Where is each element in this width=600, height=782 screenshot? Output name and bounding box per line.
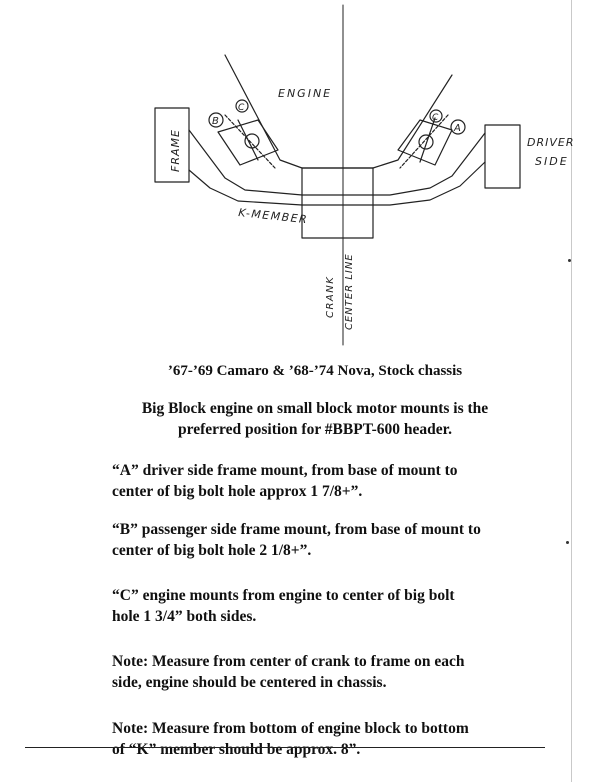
note-line: side, engine should be centered in chassis. <box>112 674 387 691</box>
chassis-diagram-svg <box>130 0 600 345</box>
intro-line: preferred position for #BBPT-600 header. <box>178 421 452 438</box>
marker-b-label: B <box>212 116 219 127</box>
marker-c-left-label: C <box>238 103 245 113</box>
note-b-passenger-mount <box>112 519 552 561</box>
right-motor-mount <box>398 115 452 168</box>
note-line: center of big bolt hole approx 1 7/8+”. <box>112 483 363 500</box>
note-line: “C” engine mounts from engine to center of big bolt <box>112 587 455 604</box>
note-line: of “K” member should be approx. 8”. <box>112 741 361 758</box>
note-line: center of big bolt hole 2 1/8+”. <box>112 542 312 559</box>
bottom-rule <box>25 747 545 748</box>
scan-speck <box>566 541 569 544</box>
engine-label: ENGINE <box>278 87 333 100</box>
marker-c-right-label: C <box>432 113 439 123</box>
driver-side-label: DRIVER <box>527 136 575 149</box>
chassis-caption: ’67-’69 Camaro & ’68-’74 Nova, Stock chassis <box>167 363 463 379</box>
note-crank-to-frame <box>112 651 552 693</box>
left-motor-mount <box>218 115 278 168</box>
crank-label: CRANK <box>325 275 336 318</box>
intro-paragraph <box>0 398 600 440</box>
note-c-engine-mounts <box>112 585 552 627</box>
note-line: Note: Measure from center of crank to frame on each <box>112 653 465 670</box>
note-line: Note: Measure from bottom of engine block to bottom <box>112 720 469 737</box>
note-block-to-k-member <box>112 718 552 760</box>
driver-side-label-line2: SIDE <box>535 155 569 168</box>
k-member-label: K-MEMBER <box>237 206 309 227</box>
oil-pan <box>302 168 373 238</box>
marker-a-label: A <box>454 123 461 134</box>
note-line: “A” driver side frame mount, from base of mount to <box>112 462 458 479</box>
note-a-driver-mount <box>112 460 552 502</box>
center-line-label: CENTER LINE <box>344 253 355 330</box>
note-line: hole 1 3/4” both sides. <box>112 608 257 625</box>
frame-label: FRAME <box>169 129 182 172</box>
note-line: “B” passenger side frame mount, from base of mount to <box>112 521 481 538</box>
intro-line: Big Block engine on small block motor mounts is the <box>141 400 489 417</box>
chassis-diagram <box>130 0 600 345</box>
right-frame-rail <box>485 125 520 188</box>
